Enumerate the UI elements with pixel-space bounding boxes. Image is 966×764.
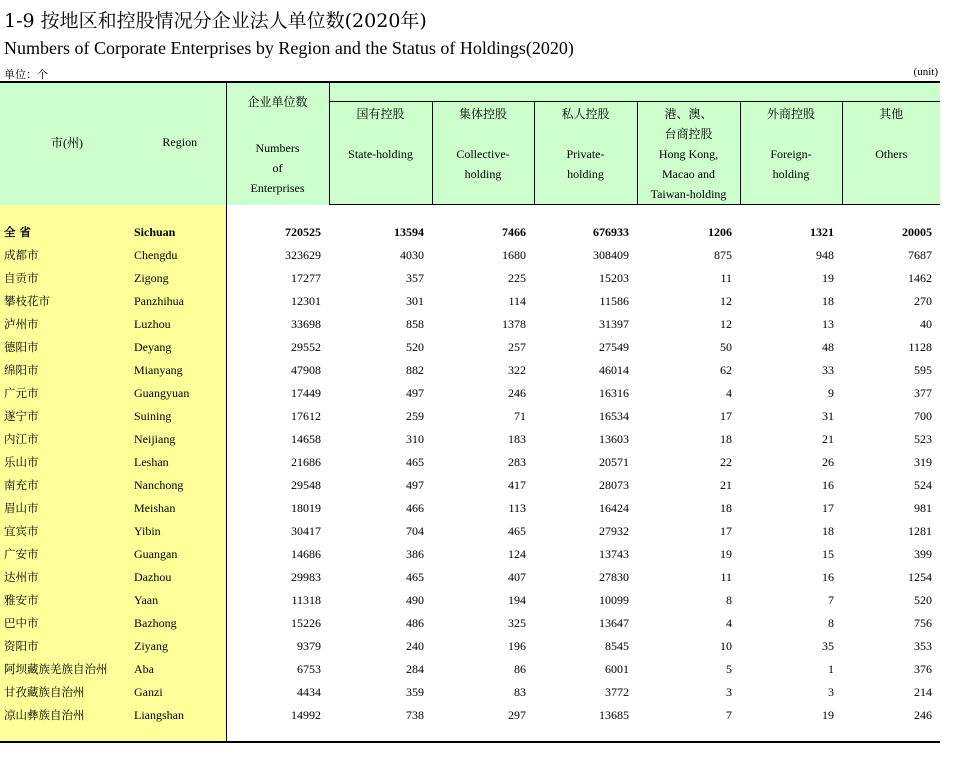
table-row bbox=[0, 244, 940, 267]
cell-total: 47908 bbox=[291, 363, 321, 377]
header-total-en-1: Numbers bbox=[255, 141, 300, 155]
cell-collective: 114 bbox=[508, 294, 526, 308]
cell-private: 13603 bbox=[599, 432, 629, 446]
table-row bbox=[0, 313, 940, 336]
cell-others: 700 bbox=[914, 409, 933, 423]
cell-city-cn: 成都市 bbox=[0, 244, 134, 267]
cell-total: 323629 bbox=[285, 248, 321, 262]
cell-others: 246 bbox=[914, 708, 933, 722]
cell-state: 13594 bbox=[394, 225, 424, 239]
header-foreign-cn: 外商控股 bbox=[766, 107, 815, 121]
header-hkmt-cn-2: 台商控股 bbox=[664, 127, 713, 141]
table-row bbox=[0, 497, 940, 520]
cell-collective: 225 bbox=[508, 271, 526, 285]
cell-total: 15226 bbox=[291, 616, 321, 630]
cell-others: 1254 bbox=[908, 570, 933, 584]
cell-city-cn: 全 省 bbox=[0, 221, 134, 244]
cell-others: 20005 bbox=[902, 225, 933, 239]
header-others-en: Others bbox=[875, 147, 908, 161]
cell-city-cn: 德阳市 bbox=[0, 336, 134, 359]
table-row bbox=[0, 474, 940, 497]
cell-total: 29548 bbox=[291, 478, 321, 492]
header-hkmt-en-2: Macao and bbox=[662, 167, 715, 181]
cell-hkmt: 21 bbox=[720, 478, 732, 492]
cell-region-en: Nanchong bbox=[134, 474, 226, 497]
cell-collective: 7466 bbox=[502, 225, 526, 239]
table-row bbox=[0, 267, 940, 290]
cell-hkmt: 10 bbox=[720, 639, 732, 653]
cell-private: 11586 bbox=[599, 294, 629, 308]
cell-total: 9379 bbox=[297, 639, 321, 653]
cell-others: 399 bbox=[914, 547, 933, 561]
cell-total: 11318 bbox=[291, 593, 321, 607]
table-row bbox=[0, 290, 940, 313]
cell-state: 704 bbox=[406, 524, 424, 538]
cell-city-cn: 广元市 bbox=[0, 382, 134, 405]
table-row bbox=[0, 359, 940, 382]
cell-hkmt: 18 bbox=[720, 501, 732, 515]
cell-private: 676933 bbox=[593, 225, 629, 239]
header-collective-en-1: Collective- bbox=[456, 147, 510, 161]
cell-private: 308409 bbox=[593, 248, 629, 262]
cell-hkmt: 12 bbox=[720, 317, 732, 331]
header-foreign-en-1: Foreign- bbox=[770, 147, 812, 161]
cell-collective: 465 bbox=[508, 524, 526, 538]
table-row-total bbox=[0, 221, 940, 244]
cell-foreign: 15 bbox=[822, 547, 834, 561]
cell-state: 882 bbox=[406, 363, 424, 377]
cell-hkmt: 1206 bbox=[708, 225, 732, 239]
header-city-cn bbox=[0, 81, 134, 205]
cell-foreign: 948 bbox=[816, 248, 834, 262]
cell-hkmt: 18 bbox=[720, 432, 732, 446]
header-region-en-label: Region bbox=[162, 135, 198, 150]
cell-others: 1128 bbox=[908, 340, 933, 354]
header-state bbox=[329, 102, 432, 205]
header-total-cn: 企业单位数 bbox=[247, 95, 308, 109]
table-row bbox=[0, 681, 940, 704]
cell-region-en: Neijiang bbox=[134, 428, 226, 451]
cell-region-en: Ziyang bbox=[134, 635, 226, 658]
header-private-en-2: holding bbox=[567, 167, 604, 181]
cell-state: 465 bbox=[406, 455, 424, 469]
cell-hkmt: 50 bbox=[720, 340, 732, 354]
cell-private: 27549 bbox=[599, 340, 629, 354]
cell-hkmt: 12 bbox=[720, 294, 732, 308]
cell-foreign: 3 bbox=[828, 685, 834, 699]
cell-hkmt: 19 bbox=[720, 547, 732, 561]
cell-region-en: Chengdu bbox=[134, 244, 226, 267]
cell-region-en: Meishan bbox=[134, 497, 226, 520]
cell-foreign: 13 bbox=[822, 317, 834, 331]
cell-foreign: 1321 bbox=[810, 225, 834, 239]
cell-city-cn: 内江市 bbox=[0, 428, 134, 451]
cell-city-cn: 攀枝花市 bbox=[0, 290, 134, 313]
header-state-cn: 国有控股 bbox=[356, 107, 405, 121]
cell-region-en: Guangan bbox=[134, 543, 226, 566]
cell-others: 1462 bbox=[908, 271, 933, 285]
cell-private: 16316 bbox=[599, 386, 629, 400]
table-body bbox=[0, 205, 940, 744]
cell-others: 353 bbox=[914, 639, 933, 653]
cell-collective: 124 bbox=[508, 547, 526, 561]
cell-total: 29552 bbox=[291, 340, 321, 354]
cell-foreign: 9 bbox=[828, 386, 834, 400]
cell-private: 31397 bbox=[599, 317, 629, 331]
cell-foreign: 16 bbox=[822, 570, 834, 584]
data-table-container bbox=[0, 81, 940, 743]
cell-private: 20571 bbox=[599, 455, 629, 469]
cell-region-en: Suining bbox=[134, 405, 226, 428]
cell-others: 40 bbox=[920, 317, 933, 331]
cell-city-cn: 自贡市 bbox=[0, 267, 134, 290]
cell-collective: 246 bbox=[508, 386, 526, 400]
cell-city-cn: 遂宁市 bbox=[0, 405, 134, 428]
header-others bbox=[842, 102, 940, 205]
cell-private: 13647 bbox=[599, 616, 629, 630]
cell-city-cn: 泸州市 bbox=[0, 313, 134, 336]
cell-city-cn: 南充市 bbox=[0, 474, 134, 497]
cell-state: 240 bbox=[406, 639, 424, 653]
cell-region-en: Panzhihua bbox=[134, 290, 226, 313]
header-city-cn-label: 市(州) bbox=[51, 136, 83, 151]
cell-foreign: 1 bbox=[828, 662, 834, 676]
cell-foreign: 18 bbox=[822, 294, 834, 308]
table-bottom-rule bbox=[0, 741, 940, 743]
spacer-cell bbox=[0, 205, 134, 222]
cell-others: 7687 bbox=[908, 248, 933, 262]
cell-city-cn: 凉山彝族自治州 bbox=[0, 704, 134, 727]
header-state-en: State-holding bbox=[348, 147, 413, 161]
table-row bbox=[0, 382, 940, 405]
cell-total: 30417 bbox=[291, 524, 321, 538]
cell-region-en: Bazhong bbox=[134, 612, 226, 635]
cell-state: 497 bbox=[406, 478, 424, 492]
header-collective-en-2: holding bbox=[464, 167, 502, 181]
cell-state: 858 bbox=[406, 317, 424, 331]
cell-city-cn: 阿坝藏族羌族自治州 bbox=[0, 658, 134, 681]
cell-hkmt: 4 bbox=[726, 386, 732, 400]
header-foreign bbox=[740, 102, 842, 205]
cell-others: 520 bbox=[914, 593, 933, 607]
cell-foreign: 8 bbox=[828, 616, 834, 630]
header-private-cn: 私人控股 bbox=[561, 107, 610, 121]
cell-others: 595 bbox=[914, 363, 933, 377]
cell-private: 28073 bbox=[599, 478, 629, 492]
cell-private: 13685 bbox=[599, 708, 629, 722]
cell-hkmt: 11 bbox=[720, 570, 732, 584]
cell-others: 319 bbox=[914, 455, 933, 469]
cell-total: 14658 bbox=[291, 432, 321, 446]
cell-total: 21686 bbox=[291, 455, 321, 469]
table-row bbox=[0, 405, 940, 428]
cell-others: 1281 bbox=[908, 524, 933, 538]
cell-private: 27932 bbox=[599, 524, 629, 538]
cell-foreign: 48 bbox=[822, 340, 834, 354]
header-hkmt-en-3: Taiwan-holding bbox=[650, 187, 727, 201]
cell-hkmt: 11 bbox=[720, 271, 732, 285]
cell-city-cn: 绵阳市 bbox=[0, 359, 134, 382]
table-row bbox=[0, 451, 940, 474]
cell-city-cn: 眉山市 bbox=[0, 497, 134, 520]
header-collective bbox=[432, 102, 534, 205]
cell-region-en: Sichuan bbox=[134, 221, 226, 244]
cell-foreign: 17 bbox=[822, 501, 834, 515]
cell-others: 270 bbox=[914, 294, 933, 308]
cell-state: 301 bbox=[406, 294, 424, 308]
cell-region-en: Yaan bbox=[134, 589, 226, 612]
page-title-cn: 1-9 按地区和控股情况分企业法人单位数(2020年) bbox=[4, 10, 427, 32]
cell-state: 310 bbox=[406, 432, 424, 446]
table-row bbox=[0, 336, 940, 359]
unit-label-en: (unit) bbox=[913, 66, 938, 78]
cell-city-cn: 巴中市 bbox=[0, 612, 134, 635]
cell-city-cn: 雅安市 bbox=[0, 589, 134, 612]
cell-state: 490 bbox=[406, 593, 424, 607]
cell-region-en: Liangshan bbox=[134, 704, 226, 727]
cell-total: 33698 bbox=[291, 317, 321, 331]
cell-region-en: Luzhou bbox=[134, 313, 226, 336]
table-row bbox=[0, 589, 940, 612]
cell-total: 12301 bbox=[291, 294, 321, 308]
data-table bbox=[0, 81, 940, 743]
cell-collective: 417 bbox=[508, 478, 526, 492]
cell-hkmt: 17 bbox=[720, 524, 732, 538]
cell-foreign: 21 bbox=[822, 432, 834, 446]
page-title-en: Numbers of Corporate Enterprises by Region and the Status of Holdings(2020) bbox=[4, 38, 574, 58]
cell-state: 386 bbox=[406, 547, 424, 561]
cell-region-en: Yibin bbox=[134, 520, 226, 543]
cell-city-cn: 达州市 bbox=[0, 566, 134, 589]
cell-collective: 194 bbox=[508, 593, 526, 607]
cell-state: 259 bbox=[406, 409, 424, 423]
table-row bbox=[0, 658, 940, 681]
cell-private: 10099 bbox=[599, 593, 629, 607]
cell-total: 4434 bbox=[297, 685, 321, 699]
cell-region-en: Zigong bbox=[134, 267, 226, 290]
spacer-cell bbox=[226, 205, 940, 222]
cell-others: 523 bbox=[914, 432, 933, 446]
cell-collective: 297 bbox=[508, 708, 526, 722]
cell-foreign: 26 bbox=[822, 455, 834, 469]
cell-collective: 283 bbox=[508, 455, 526, 469]
cell-hkmt: 875 bbox=[714, 248, 732, 262]
header-private-en-1: Private- bbox=[566, 147, 605, 161]
cell-others: 981 bbox=[914, 501, 933, 515]
cell-private: 27830 bbox=[599, 570, 629, 584]
cell-total: 17449 bbox=[291, 386, 321, 400]
cell-region-en: Deyang bbox=[134, 336, 226, 359]
table-row bbox=[0, 520, 940, 543]
cell-foreign: 31 bbox=[822, 409, 834, 423]
cell-foreign: 18 bbox=[822, 524, 834, 538]
spacer-row bbox=[0, 205, 940, 222]
cell-total: 14686 bbox=[291, 547, 321, 561]
cell-hkmt: 22 bbox=[720, 455, 732, 469]
cell-collective: 196 bbox=[508, 639, 526, 653]
header-region-en bbox=[134, 81, 226, 205]
cell-collective: 1378 bbox=[502, 317, 526, 331]
table-row bbox=[0, 635, 940, 658]
header-total-en bbox=[227, 138, 329, 198]
cell-state: 284 bbox=[406, 662, 424, 676]
cell-collective: 322 bbox=[508, 363, 526, 377]
cell-city-cn: 甘孜藏族自治州 bbox=[0, 681, 134, 704]
cell-hkmt: 7 bbox=[726, 708, 732, 722]
header-foreign-en-2: holding bbox=[772, 167, 810, 181]
cell-private: 15203 bbox=[599, 271, 629, 285]
cell-total: 29983 bbox=[291, 570, 321, 584]
cell-foreign: 33 bbox=[822, 363, 834, 377]
cell-region-en: Mianyang bbox=[134, 359, 226, 382]
cell-collective: 83 bbox=[514, 685, 526, 699]
cell-hkmt: 3 bbox=[726, 685, 732, 699]
cell-total: 14992 bbox=[291, 708, 321, 722]
cell-collective: 113 bbox=[508, 501, 526, 515]
cell-city-cn: 宜宾市 bbox=[0, 520, 134, 543]
cell-others: 376 bbox=[914, 662, 933, 676]
cell-total: 17277 bbox=[291, 271, 321, 285]
cell-total: 18019 bbox=[291, 501, 321, 515]
cell-collective: 325 bbox=[508, 616, 526, 630]
table-row bbox=[0, 428, 940, 451]
cell-state: 497 bbox=[406, 386, 424, 400]
cell-private: 16424 bbox=[599, 501, 629, 515]
cell-region-en: Guangyuan bbox=[134, 382, 226, 405]
cell-hkmt: 62 bbox=[720, 363, 732, 377]
table-row bbox=[0, 543, 940, 566]
header-hkmt bbox=[637, 102, 740, 205]
header-collective-cn: 集体控股 bbox=[458, 107, 507, 121]
cell-region-en: Leshan bbox=[134, 451, 226, 474]
cell-region-en: Aba bbox=[134, 658, 226, 681]
unit-label-cn: 单位：个 bbox=[4, 68, 48, 81]
cell-private: 46014 bbox=[599, 363, 629, 377]
header-total bbox=[226, 81, 329, 205]
cell-foreign: 35 bbox=[822, 639, 834, 653]
cell-foreign: 7 bbox=[828, 593, 834, 607]
cell-collective: 1680 bbox=[502, 248, 526, 262]
cell-collective: 407 bbox=[508, 570, 526, 584]
header-subgroup-spacer bbox=[329, 81, 940, 102]
cell-state: 738 bbox=[406, 708, 424, 722]
cell-city-cn: 资阳市 bbox=[0, 635, 134, 658]
cell-city-cn: 广安市 bbox=[0, 543, 134, 566]
header-hkmt-en-1: Hong Kong, bbox=[658, 147, 719, 161]
header-total-en-2: of bbox=[272, 161, 283, 175]
cell-state: 465 bbox=[406, 570, 424, 584]
cell-collective: 257 bbox=[508, 340, 526, 354]
cell-private: 8545 bbox=[605, 639, 629, 653]
header-private bbox=[534, 102, 637, 205]
header-others-cn: 其他 bbox=[879, 107, 904, 121]
cell-total: 6753 bbox=[297, 662, 321, 676]
cell-others: 214 bbox=[914, 685, 933, 699]
cell-foreign: 19 bbox=[822, 271, 834, 285]
cell-collective: 86 bbox=[514, 662, 526, 676]
cell-foreign: 16 bbox=[822, 478, 834, 492]
spacer-cell bbox=[134, 205, 226, 222]
header-total-en-3: Enterprises bbox=[250, 181, 305, 195]
cell-state: 520 bbox=[406, 340, 424, 354]
table-top-rule bbox=[0, 81, 940, 83]
cell-region-en: Dazhou bbox=[134, 566, 226, 589]
cell-others: 756 bbox=[914, 616, 933, 630]
cell-total: 720525 bbox=[285, 225, 321, 239]
cell-collective: 71 bbox=[514, 409, 526, 423]
cell-state: 486 bbox=[406, 616, 424, 630]
cell-private: 6001 bbox=[605, 662, 629, 676]
table-row bbox=[0, 612, 940, 635]
cell-others: 524 bbox=[914, 478, 933, 492]
cell-others: 377 bbox=[914, 386, 933, 400]
cell-city-cn: 乐山市 bbox=[0, 451, 134, 474]
cell-region-en: Ganzi bbox=[134, 681, 226, 704]
cell-state: 357 bbox=[406, 271, 424, 285]
cell-hkmt: 4 bbox=[726, 616, 732, 630]
cell-state: 359 bbox=[406, 685, 424, 699]
cell-hkmt: 5 bbox=[726, 662, 732, 676]
cell-private: 13743 bbox=[599, 547, 629, 561]
cell-state: 4030 bbox=[400, 248, 424, 262]
cell-foreign: 19 bbox=[822, 708, 834, 722]
table-row bbox=[0, 566, 940, 589]
cell-state: 466 bbox=[406, 501, 424, 515]
cell-collective: 183 bbox=[508, 432, 526, 446]
header-hkmt-cn-1: 港、澳、 bbox=[664, 107, 713, 121]
cell-hkmt: 17 bbox=[720, 409, 732, 423]
cell-private: 16534 bbox=[599, 409, 629, 423]
table-row bbox=[0, 704, 940, 727]
table-header bbox=[0, 81, 940, 205]
cell-private: 3772 bbox=[605, 685, 629, 699]
cell-total: 17612 bbox=[291, 409, 321, 423]
cell-hkmt: 8 bbox=[726, 593, 732, 607]
